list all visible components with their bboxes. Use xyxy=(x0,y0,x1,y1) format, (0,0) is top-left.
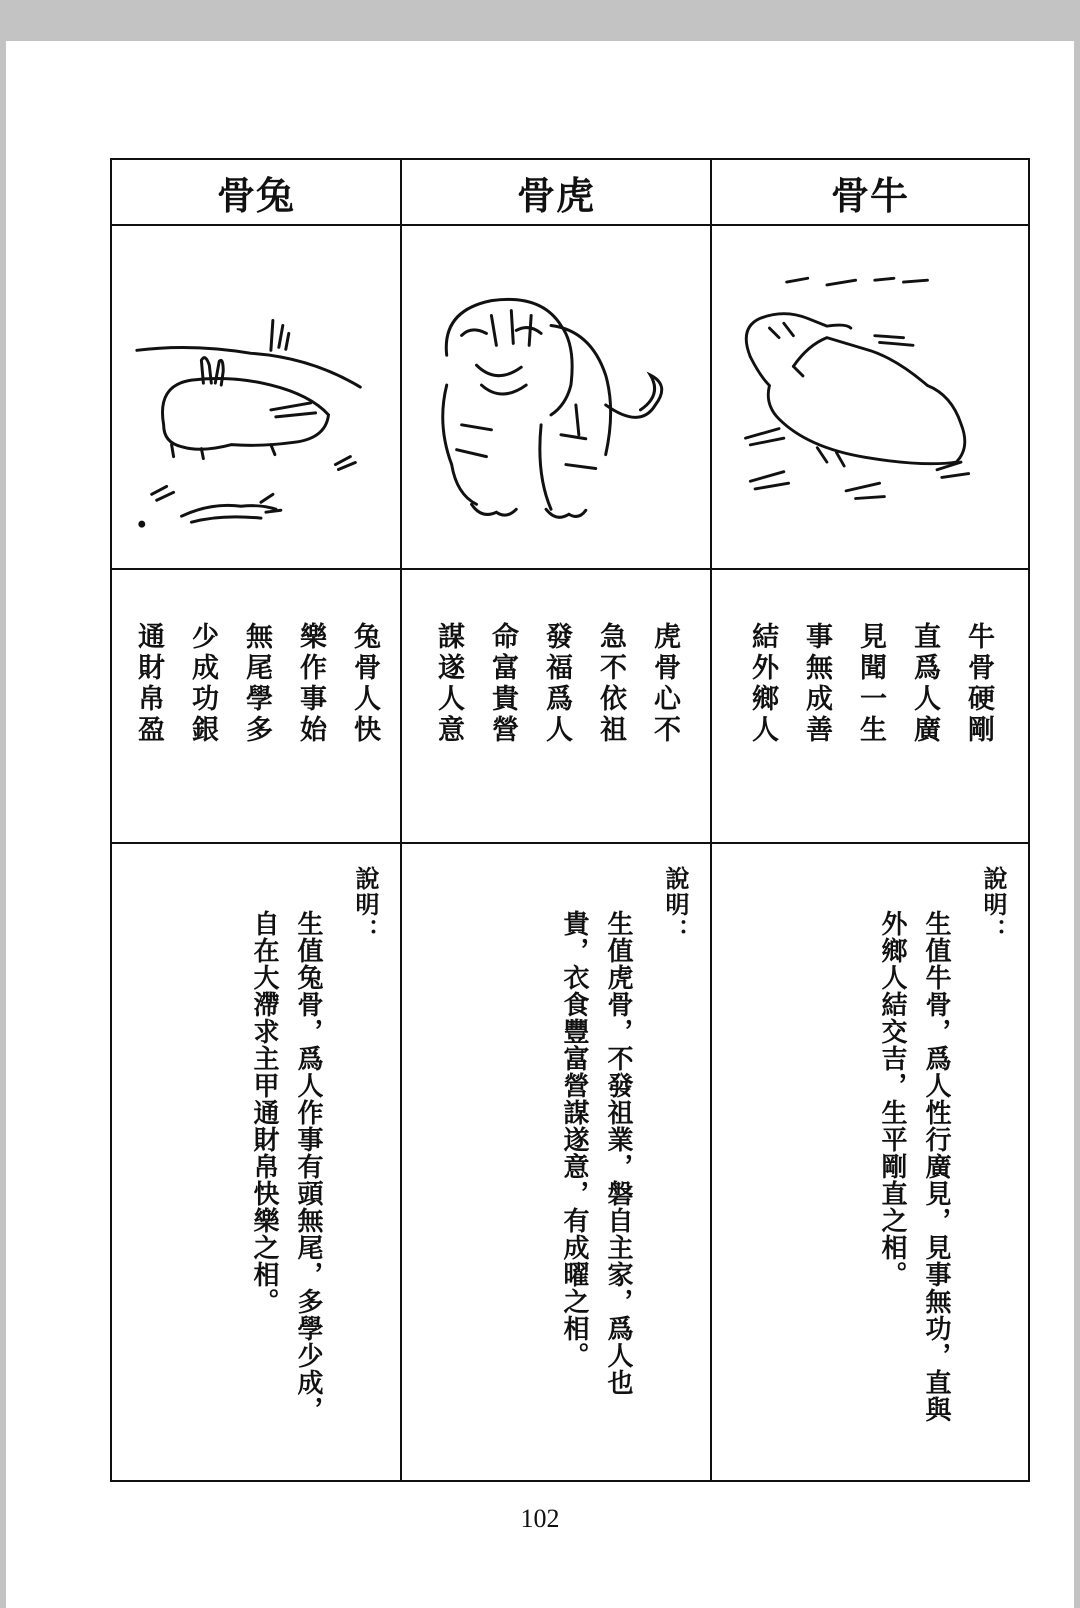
page-number: 102 xyxy=(520,1504,560,1533)
rabbit-illustration xyxy=(112,226,402,570)
poem-rabbit-bone xyxy=(112,570,402,844)
title-tiger-bone xyxy=(402,160,712,226)
poem-text: 虎骨心不急不依祖發福爲人命富貴營謀遂人意 xyxy=(433,622,680,746)
description-tiger-bone xyxy=(402,844,712,1480)
description-ox-bone xyxy=(712,844,1028,1480)
title-rabbit-bone xyxy=(112,160,402,226)
description-text: 生值虎骨，不發祖業，磐自主家，爲人也貴，衣食豐富營謀遂意，有成曜之相。 xyxy=(559,910,633,1396)
book-page xyxy=(6,41,1074,1608)
description-text: 生值牛骨，爲人性行廣見，見事無功，直與外鄉人結交吉，生平剛直之相。 xyxy=(877,910,951,1423)
poem-text: 牛骨硬剛直爲人廣見聞一生事無成善結外鄉人 xyxy=(747,622,994,746)
title-text: 骨虎 xyxy=(516,173,595,218)
title-ox-bone xyxy=(712,160,1028,226)
bone-table xyxy=(110,158,1030,1482)
description-label: 說明： xyxy=(661,866,689,944)
poem-tiger-bone xyxy=(402,570,712,844)
description-text: 生值兔骨，爲人作事有頭無尾，多學少成，自在大滯求主甲通財帛快樂之相。 xyxy=(249,910,323,1423)
title-text: 骨牛 xyxy=(830,173,909,218)
title-text: 骨兔 xyxy=(216,173,295,218)
tiger-illustration xyxy=(402,226,712,570)
poem-text: 兔骨人快樂作事始無尾學多少成功銀通財帛盈 xyxy=(133,622,380,746)
tiger-icon xyxy=(402,226,710,568)
description-label: 說明： xyxy=(979,866,1007,944)
ox-illustration xyxy=(712,226,1028,570)
rabbit-icon xyxy=(112,226,400,568)
description-label: 說明： xyxy=(351,866,379,944)
ox-icon xyxy=(712,226,1028,568)
poem-ox-bone xyxy=(712,570,1028,844)
description-rabbit-bone xyxy=(112,844,402,1480)
